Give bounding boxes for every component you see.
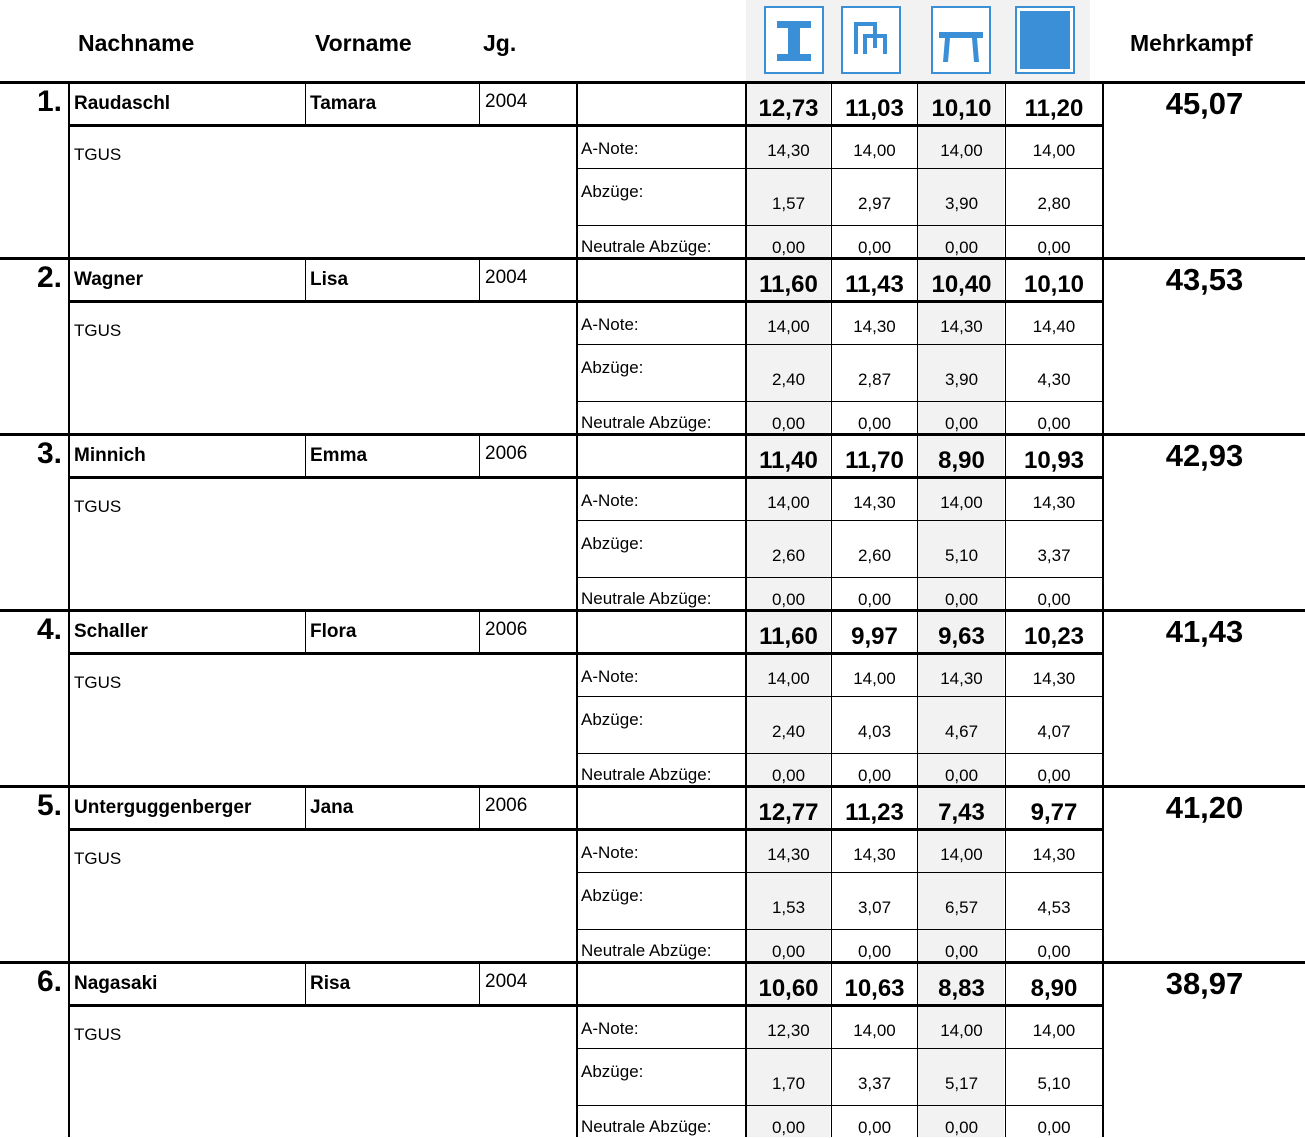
athlete-block (0, 961, 1305, 1137)
vorname-cell: Jana (310, 797, 354, 818)
a-note-floor: 14,00 (1032, 1021, 1076, 1040)
total-score: 43,53 (1165, 262, 1244, 297)
neutrale-vault: 0,00 (771, 238, 806, 257)
score-beam: 10,10 (931, 95, 992, 122)
a-note-vault: 14,30 (767, 141, 810, 160)
abzuege-bars: 2,97 (857, 194, 892, 213)
neutrale-label: Neutrale Abzüge: (581, 1117, 712, 1136)
club-cell: TGUS (74, 673, 122, 692)
abzuege-beam: 5,17 (944, 1074, 979, 1093)
neutrale-bars: 0,00 (857, 414, 892, 433)
abzuege-floor: 5,10 (1037, 1074, 1071, 1093)
score-floor: 9,77 (1030, 799, 1078, 826)
club-cell: TGUS (74, 849, 122, 868)
abzuege-label: Abzüge: (581, 1062, 644, 1081)
neutrale-beam: 0,00 (944, 590, 979, 609)
a-note-vault: 14,00 (767, 493, 810, 512)
score-floor: 11,20 (1024, 95, 1084, 122)
score-floor: 10,10 (1023, 271, 1085, 298)
abzuege-vault: 1,53 (771, 898, 806, 917)
club-cell: TGUS (74, 497, 122, 516)
athlete-block (0, 609, 1305, 785)
total-score: 41,20 (1165, 790, 1244, 825)
vorname-cell: Tamara (310, 93, 377, 114)
a-note-bars: 14,00 (853, 669, 896, 688)
a-note-vault: 14,30 (767, 845, 810, 864)
a-note-label: A-Note: (581, 843, 639, 862)
score-bars: 10,63 (844, 975, 905, 1002)
club-cell: TGUS (74, 321, 122, 340)
rank: 3. (36, 437, 62, 470)
abzuege-beam: 3,90 (944, 370, 979, 389)
neutrale-beam: 0,00 (944, 414, 979, 433)
rank: 5. (36, 789, 62, 822)
athlete-block (0, 81, 1305, 257)
neutrale-bars: 0,00 (857, 766, 892, 785)
neutrale-floor: 0,00 (1037, 942, 1071, 961)
athlete-block (0, 433, 1305, 609)
score-bars: 11,03 (845, 95, 904, 122)
score-beam: 9,63 (938, 623, 985, 650)
abzuege-bars: 2,60 (857, 546, 892, 565)
a-note-bars: 14,30 (853, 845, 896, 864)
total-score: 45,07 (1165, 86, 1244, 121)
neutrale-vault: 0,00 (771, 766, 806, 785)
a-note-label: A-Note: (581, 491, 639, 510)
club-cell: TGUS (74, 145, 122, 164)
total-score: 38,97 (1165, 966, 1244, 1001)
nachname-cell: Unterguggenberger (74, 797, 252, 818)
rank: 6. (36, 965, 62, 998)
neutrale-floor: 0,00 (1037, 414, 1071, 433)
athlete-block (0, 257, 1305, 433)
header-nachname: Nachname (78, 30, 195, 56)
score-bars: 9,97 (851, 623, 898, 650)
nachname-cell: Wagner (74, 269, 143, 290)
abzuege-bars: 4,03 (857, 722, 892, 741)
neutrale-floor: 0,00 (1037, 590, 1071, 609)
nachname-cell: Schaller (74, 621, 148, 642)
a-note-beam: 14,00 (940, 141, 983, 160)
neutrale-vault: 0,00 (771, 414, 806, 433)
abzuege-label: Abzüge: (581, 710, 644, 729)
club-cell: TGUS (74, 1025, 122, 1044)
a-note-bars: 14,00 (853, 1021, 896, 1040)
vorname-cell: Risa (310, 973, 351, 994)
abzuege-bars: 2,87 (857, 370, 892, 389)
abzuege-bars: 3,07 (857, 898, 892, 917)
nachname-cell: Minnich (74, 445, 146, 466)
score-floor: 10,93 (1023, 447, 1085, 474)
a-note-vault: 12,30 (767, 1021, 810, 1040)
neutrale-label: Neutrale Abzüge: (581, 413, 712, 432)
score-vault: 11,60 (759, 623, 818, 650)
neutrale-bars: 0,00 (857, 238, 892, 257)
abzuege-bars: 3,37 (857, 1074, 892, 1093)
abzuege-label: Abzüge: (581, 534, 644, 553)
vorname-cell: Lisa (310, 269, 349, 290)
jahrgang-cell: 2004 (485, 267, 528, 288)
neutrale-bars: 0,00 (857, 942, 892, 961)
a-note-beam: 14,30 (940, 669, 983, 688)
a-note-bars: 14,30 (853, 317, 896, 336)
abzuege-label: Abzüge: (581, 182, 644, 201)
score-floor: 10,23 (1023, 623, 1085, 650)
abzuege-floor: 3,37 (1037, 546, 1071, 565)
jahrgang-cell: 2006 (485, 619, 528, 640)
abzuege-label: Abzüge: (581, 358, 644, 377)
score-vault: 11,40 (759, 447, 818, 474)
abzuege-beam: 5,10 (944, 546, 979, 565)
a-note-bars: 14,30 (853, 493, 896, 512)
score-beam: 7,43 (938, 799, 985, 826)
abzuege-label: Abzüge: (581, 886, 644, 905)
abzuege-floor: 4,30 (1037, 370, 1071, 389)
abzuege-vault: 2,40 (771, 370, 806, 389)
a-note-vault: 14,00 (767, 317, 810, 336)
score-bars: 11,43 (845, 271, 904, 298)
neutrale-vault: 0,00 (771, 590, 806, 609)
a-note-label: A-Note: (581, 667, 639, 686)
a-note-label: A-Note: (581, 139, 639, 158)
header-vorname: Vorname (315, 30, 412, 56)
neutrale-beam: 0,00 (944, 942, 979, 961)
score-bars: 11,23 (845, 799, 904, 826)
neutrale-floor: 0,00 (1037, 766, 1071, 785)
abzuege-floor: 4,07 (1037, 722, 1071, 741)
a-note-floor: 14,30 (1032, 845, 1076, 864)
a-note-vault: 14,00 (767, 669, 810, 688)
neutrale-floor: 0,00 (1037, 1118, 1071, 1137)
score-bars: 11,70 (845, 447, 904, 474)
score-vault: 10,60 (758, 975, 819, 1002)
rank: 4. (36, 613, 62, 646)
neutrale-label: Neutrale Abzüge: (581, 237, 712, 256)
neutrale-label: Neutrale Abzüge: (581, 765, 712, 784)
abzuege-floor: 2,80 (1037, 194, 1071, 213)
a-note-beam: 14,00 (940, 845, 983, 864)
neutrale-bars: 0,00 (857, 1118, 892, 1137)
a-note-label: A-Note: (581, 1019, 639, 1038)
jahrgang-cell: 2006 (485, 795, 528, 816)
score-vault: 12,73 (758, 95, 819, 122)
jahrgang-cell: 2006 (485, 443, 528, 464)
abzuege-vault: 1,70 (771, 1074, 806, 1093)
rank: 2. (36, 261, 62, 294)
vorname-cell: Flora (310, 621, 357, 642)
a-note-beam: 14,00 (940, 1021, 983, 1040)
a-note-floor: 14,30 (1032, 493, 1076, 512)
abzuege-beam: 6,57 (944, 898, 979, 917)
abzuege-vault: 2,40 (771, 722, 806, 741)
abzuege-vault: 1,57 (771, 194, 806, 213)
total-score: 41,43 (1165, 614, 1244, 649)
neutrale-label: Neutrale Abzüge: (581, 589, 712, 608)
a-note-floor: 14,40 (1032, 317, 1076, 336)
score-floor: 8,90 (1030, 975, 1078, 1002)
a-note-label: A-Note: (581, 315, 639, 334)
neutrale-floor: 0,00 (1037, 238, 1071, 257)
nachname-cell: Raudaschl (74, 93, 171, 114)
score-beam: 10,40 (931, 271, 992, 298)
jahrgang-cell: 2004 (485, 971, 528, 992)
score-beam: 8,83 (938, 975, 985, 1002)
header-jg: Jg. (483, 30, 517, 56)
total-score: 42,93 (1165, 438, 1244, 473)
a-note-beam: 14,00 (940, 493, 983, 512)
a-note-floor: 14,00 (1032, 141, 1076, 160)
athlete-block (0, 785, 1305, 961)
a-note-bars: 14,00 (853, 141, 896, 160)
score-vault: 11,60 (759, 271, 818, 298)
a-note-floor: 14,30 (1032, 669, 1076, 688)
nachname-cell: Nagasaki (74, 973, 158, 994)
header-mehrkampf: Mehrkampf (1130, 30, 1253, 56)
abzuege-beam: 4,67 (944, 722, 979, 741)
neutrale-beam: 0,00 (944, 238, 979, 257)
abzuege-vault: 2,60 (771, 546, 806, 565)
neutrale-vault: 0,00 (771, 942, 806, 961)
jahrgang-cell: 2004 (485, 91, 528, 112)
vorname-cell: Emma (310, 445, 368, 466)
neutrale-beam: 0,00 (944, 766, 979, 785)
abzuege-beam: 3,90 (944, 194, 979, 213)
neutrale-beam: 0,00 (944, 1118, 979, 1137)
a-note-beam: 14,30 (940, 317, 983, 336)
neutrale-vault: 0,00 (771, 1118, 806, 1137)
rank: 1. (36, 85, 62, 118)
score-beam: 8,90 (938, 447, 985, 474)
abzuege-floor: 4,53 (1037, 898, 1071, 917)
neutrale-label: Neutrale Abzüge: (581, 941, 712, 960)
score-vault: 12,77 (758, 799, 819, 826)
neutrale-bars: 0,00 (857, 590, 892, 609)
